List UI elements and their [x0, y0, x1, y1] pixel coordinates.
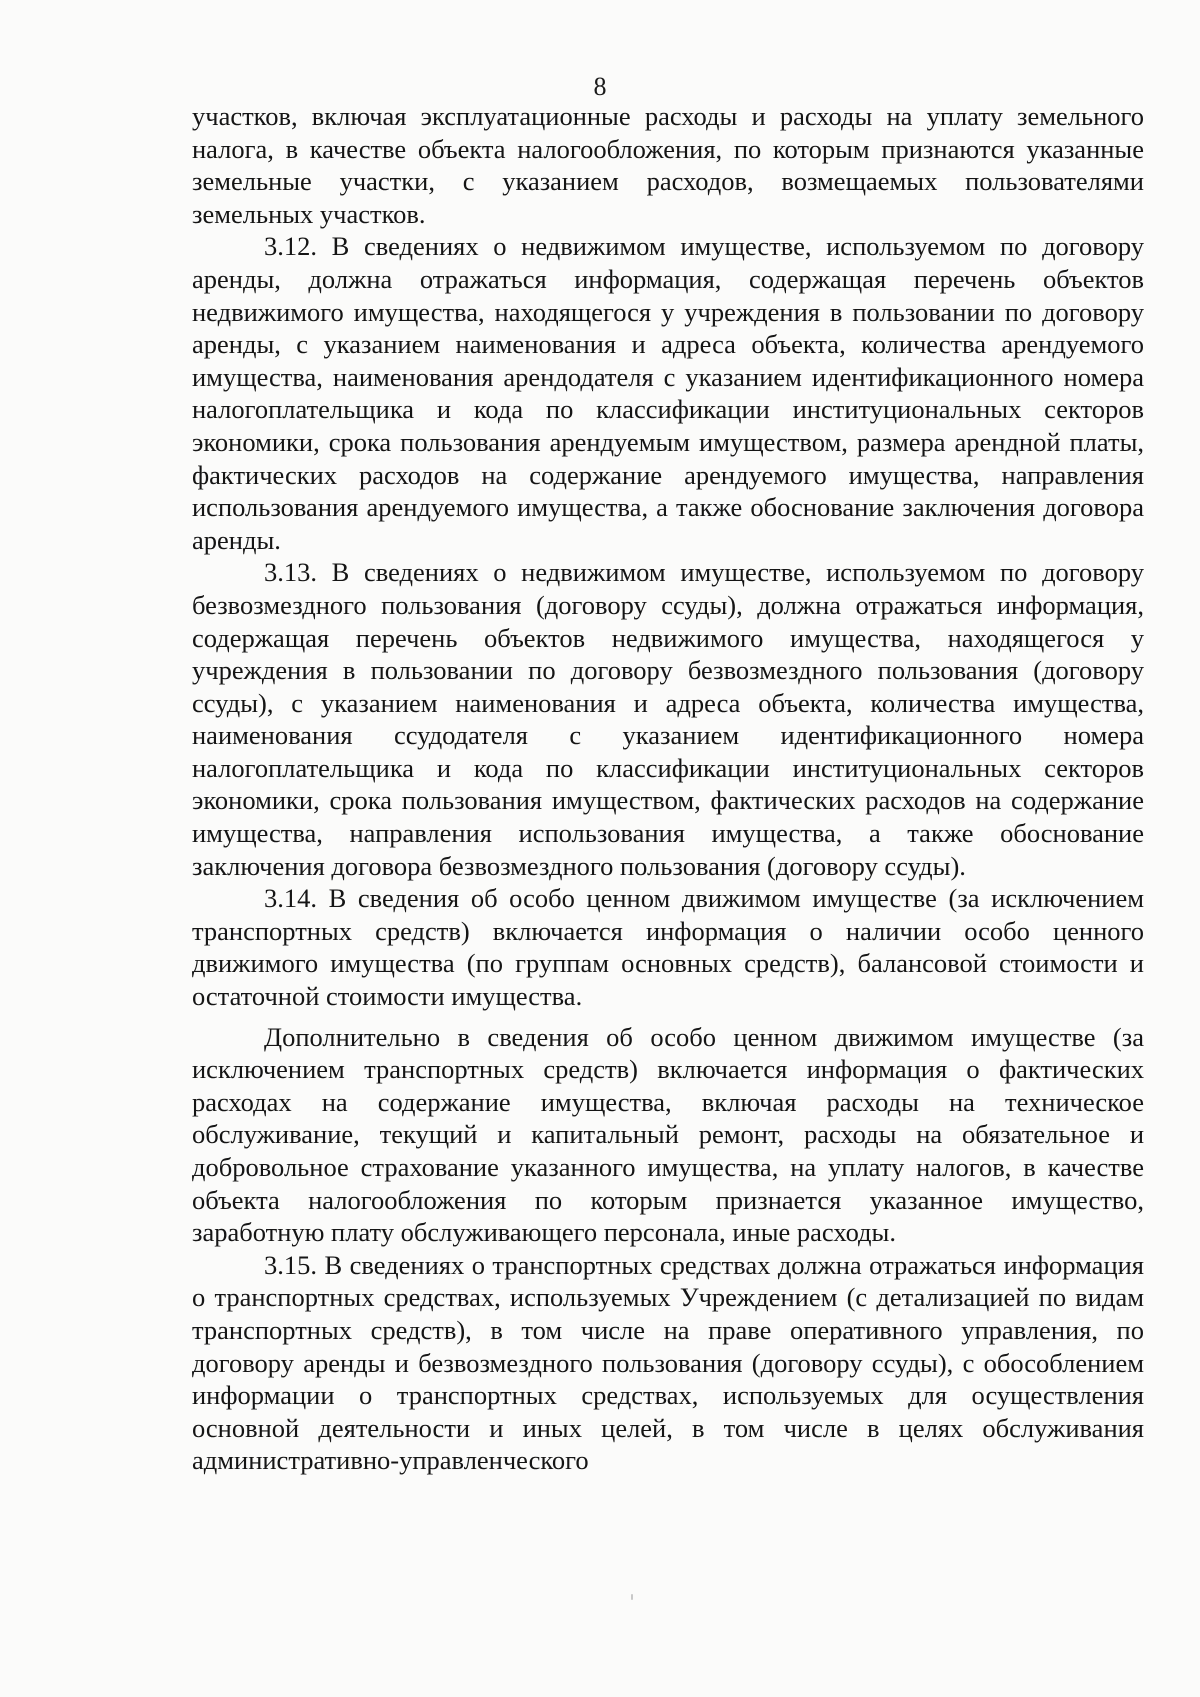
paragraph-3-13: 3.13. В сведениях о недвижимом имуществе, используемом по договору безвозмездного пользования (договору ссуды), должна отражаться информация, содержащая перечень объектов недвижимого имущества, находящегося у учреждения в пользовании по договору безвозмездного пользования (договору ссуды), с указанием наименования и адреса объекта, количества имущества, наименования ссудодателя с указанием идентификационного номера налогоплательщика и кода по классификации институциональных секторов экономики, срока пользования имуществом, фактических расходов на содержание имущества, направления использования имущества, а также обоснование заключения договора безвозмездного пользования (договору ссуды).: [192, 557, 1144, 881]
paragraph-3-12: 3.12. В сведениях о недвижимом имуществе, используемом по договору аренды, должна отражаться информация, содержащая перечень объектов недвижимого имущества, находящегося у учреждения в пользовании по договору аренды, с указанием наименования и адреса объекта, количества арендуемого имущества, наименования арендодателя с указанием идентификационного номера налогоплательщика и кода по классификации институциональных секторов экономики, срока пользования арендуемым имуществом, размера арендной платы, фактических расходов на содержание арендуемого имущества, направления использования арендуемого имущества, а также обоснование заключения договора аренды.: [192, 231, 1144, 555]
document-body: [192, 100, 1144, 1477]
paragraph-additional: Дополнительно в сведения об особо ценном движимом имуществе (за исключением транспортных средств) включается информация о фактических расходах на содержание имущества, включая расходы на техническое обслуживание, текущий и капитальный ремонт, расходы на обязательное и добровольное страхование указанного имущества, на уплату налогов, в качестве объекта налогообложения по которым признается указанное имущество, заработную плату обслуживающего персонала, иные расходы.: [192, 1021, 1144, 1248]
paragraph-continuation: участков, включая эксплуатационные расходы и расходы на уплату земельного налога, в качестве объекта налогообложения, по которым признаются указанные земельные участки, с указанием расходов, возмещаемых пользователями земельных участков.: [192, 101, 1144, 229]
page-number: 8: [593, 72, 607, 101]
paragraph-3-14: 3.14. В сведения об особо ценном движимом имуществе (за исключением транспортных средств) включается информация о наличии особо ценного движимого имущества (по группам основных средств), балансовой стоимости и остаточной стоимости имущества.: [192, 883, 1144, 1012]
scan-speck: [631, 1594, 633, 1600]
paragraph-3-15: 3.15. В сведениях о транспортных средствах должна отражаться информация о транспортных средствах, используемых Учреждением (с детализацией по видам транспортных средств), в том числе на праве оперативного управления, по договору аренды и безвозмездного пользования (договору ссуды), с обособлением информации о транспортных средствах, используемых для осуществления основной деятельности и иных целей, в том числе в целях обслуживания административно-управленческого: [192, 1249, 1144, 1476]
